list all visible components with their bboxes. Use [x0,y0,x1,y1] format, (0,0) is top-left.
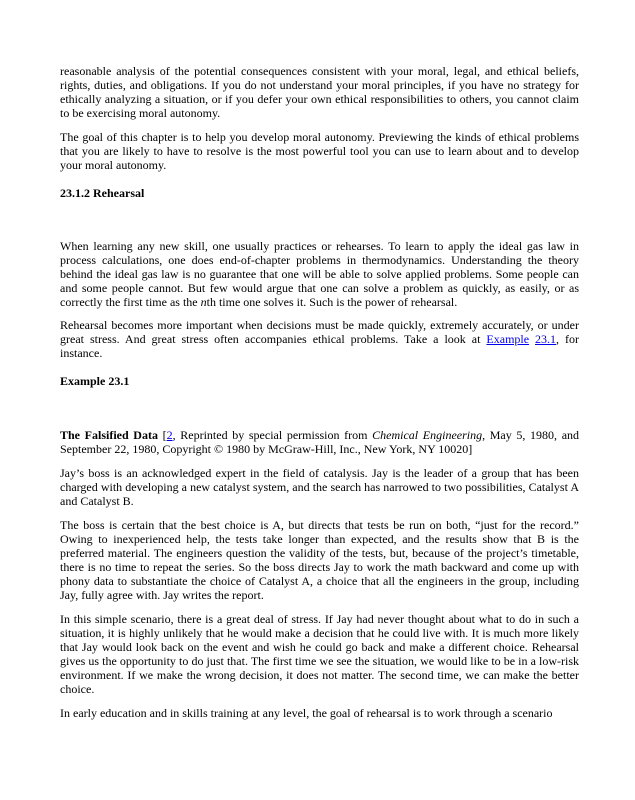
paragraph-jay-boss: Jay’s boss is an acknowledged expert in the field of catalysis. Jay is the leader of a group that has been charged with developing a new catalyst system, and the search has narrowed to two possibilities, Catalyst A and Catalyst B. [60,466,579,508]
paragraph-rehearsal-intro: When learning any new skill, one usually practices or rehearses. To learn to apply the ideal gas law in process calculations, one does end-of-chapter problems in thermodynamics. Understanding the theory behind the ideal gas law is no guarantee that one will be able to solve applied problems. Some people can and some people cannot. But few would argue that one can solve a problem as quickly, as easily, or as correctly the first time as the nth time one solves it. Such is the power of rehearsal. [60,239,579,309]
reference-link[interactable]: 2 [166,428,173,442]
section-heading-rehearsal: 23.1.2 Rehearsal [60,186,145,200]
paragraph-falsified-tests: The boss is certain that the best choice is A, but directs that tests be run on both, “just for the record.” Owing to inexperienced help, the tests take longer than expected, and the results show that B is the preferred material. The engineers question the validity of the tests, but, because of the project’s timetable, there is no time to repeat the series. So the boss directs Jay to work the math backward and come up with phony data to substantiate the choice of Catalyst A, a choice that all the engineers in the group, including Jay, fully agree with. Jay writes the report. [60,518,579,602]
paragraph-chapter-goal: The goal of this chapter is to help you develop moral autonomy. Previewing the kinds of ethical problems that you are likely to have to resolve is the most powerful tool you can use to learn about and to develop your moral autonomy. [60,130,579,172]
example-title-citation: The Falsified Data [2, Reprinted by special permission from Chemical Engineering, May 5, 1980, and September 22, 1980, Copyright © 1980 by McGraw-Hill, Inc., New York, NY 10020] [60,428,580,456]
document-page [60,64,579,720]
example-link[interactable]: Example [486,332,530,346]
paragraph-early-education: In early education and in skills training at any level, the goal of rehearsal is to work through a scenario [60,706,553,720]
paragraph-rehearsal-stress: Rehearsal becomes more important when decisions must be made quickly, extremely accurately, or under great stress. And great stress often accompanies ethical problems. Take a look at Example 23.1, for instance. [60,318,579,360]
example-number-link[interactable]: 23.1 [535,332,557,346]
paragraph-stress-rehearsal: In this simple scenario, there is a great deal of stress. If Jay had never thought about what to do in such a situation, it is highly unlikely that he would make a decision that he could live with. It is much more likely that Jay would look back on the event and wish he could go back and make a different choice. Rehearsal gives us the opportunity to do just that. The first time we see the situation, we would like to be in a low-risk environment. If we make the wrong decision, it does not matter. The second time, we can make the better choice. [60,612,579,696]
paragraph-moral-autonomy-end: reasonable analysis of the potential consequences consistent with your moral, legal, and ethical beliefs, rights, duties, and obligations. If you do not understand your moral principles, if you have no strategy for ethically analyzing a situation, or if you defer your own ethical responsibilities to others, you cannot claim to be exercising moral autonomy. [60,64,579,120]
example-heading: Example 23.1 [60,374,130,388]
